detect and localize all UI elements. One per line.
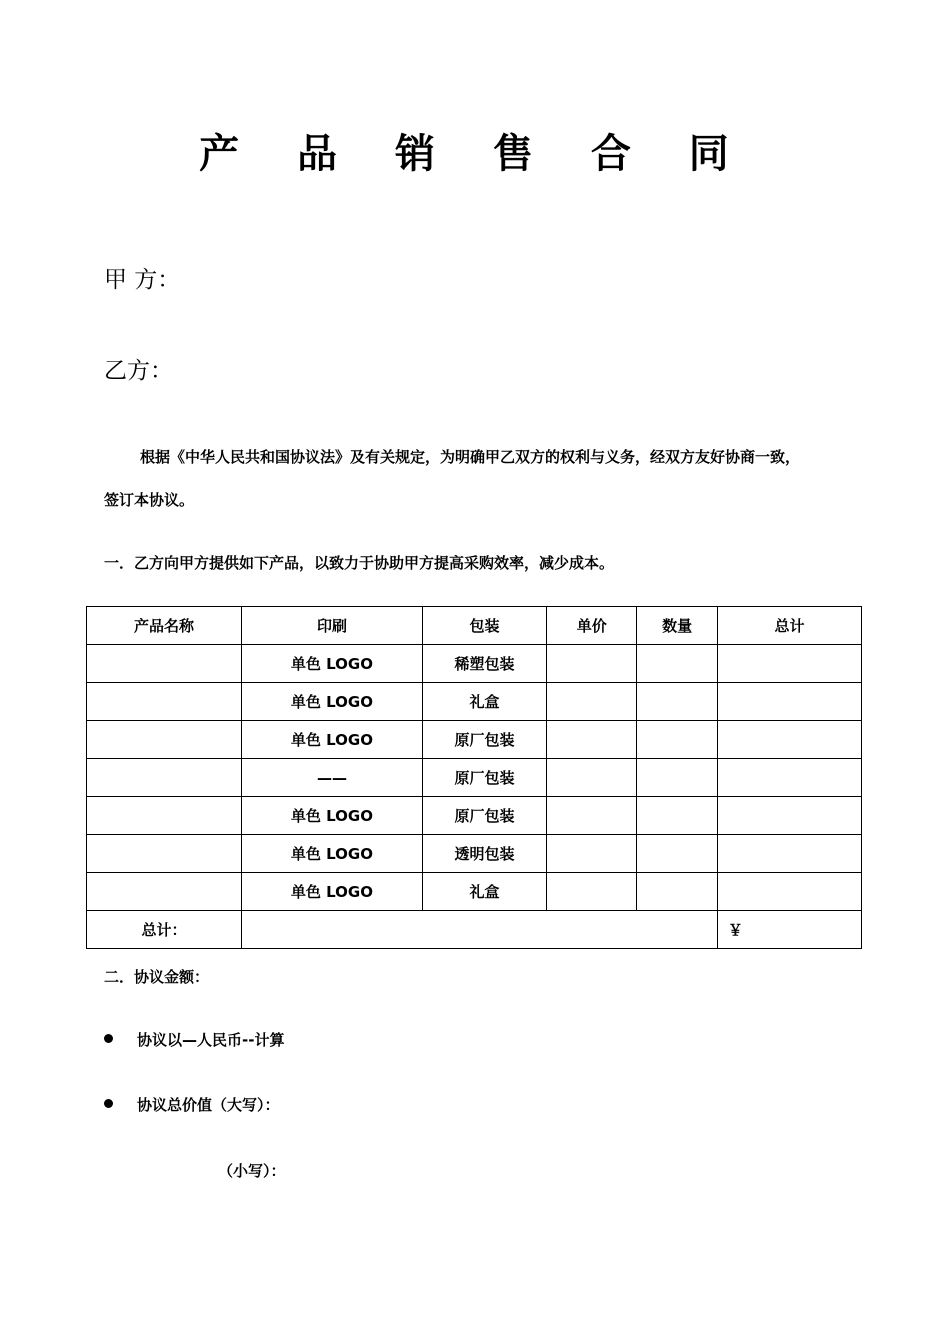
table-row bbox=[87, 759, 862, 797]
table-total-row bbox=[87, 911, 862, 949]
quantity-cell bbox=[637, 683, 717, 721]
intro-paragraph-line1: 根据《中华人民共和国协议法》及有关规定，为明确甲乙双方的权利与义务，经双方友好协商一致， bbox=[140, 448, 801, 466]
product-name-cell bbox=[87, 797, 242, 835]
product-name-cell bbox=[87, 759, 242, 797]
unit-price-cell bbox=[547, 797, 637, 835]
amount-in-figures-label: （小写）： bbox=[218, 1162, 286, 1180]
total-value: ￥ bbox=[717, 911, 861, 949]
table-row bbox=[87, 645, 862, 683]
product-name-cell bbox=[87, 721, 242, 759]
total-spacer-cell bbox=[242, 911, 718, 949]
unit-price-cell bbox=[547, 645, 637, 683]
party-b-label: 乙方： bbox=[104, 358, 173, 384]
total-label: 总计： bbox=[87, 911, 242, 949]
header-unit-price: 单价 bbox=[547, 607, 637, 645]
print-cell: 单色 LOGO bbox=[242, 721, 423, 759]
packaging-cell: 透明包装 bbox=[422, 835, 546, 873]
header-total: 总计 bbox=[717, 607, 861, 645]
bullet-total-value-text: 协议总价值（大写）： bbox=[137, 1096, 280, 1114]
total-cell bbox=[717, 683, 861, 721]
packaging-cell: 原厂包装 bbox=[422, 797, 546, 835]
unit-price-cell bbox=[547, 683, 637, 721]
total-cell bbox=[717, 645, 861, 683]
print-cell: —— bbox=[242, 759, 423, 797]
product-name-cell bbox=[87, 645, 242, 683]
print-cell: 单色 LOGO bbox=[242, 645, 423, 683]
total-cell bbox=[717, 835, 861, 873]
print-cell: 单色 LOGO bbox=[242, 835, 423, 873]
bullet-dot-icon bbox=[104, 1099, 113, 1108]
table-row bbox=[87, 835, 862, 873]
quantity-cell bbox=[637, 873, 717, 911]
unit-price-cell bbox=[547, 873, 637, 911]
header-quantity: 数量 bbox=[637, 607, 717, 645]
header-packaging: 包装 bbox=[422, 607, 546, 645]
packaging-cell: 礼盒 bbox=[422, 683, 546, 721]
quantity-cell bbox=[637, 645, 717, 683]
print-cell: 单色 LOGO bbox=[242, 683, 423, 721]
table-row bbox=[87, 683, 862, 721]
packaging-cell: 原厂包装 bbox=[422, 721, 546, 759]
header-print: 印刷 bbox=[242, 607, 423, 645]
quantity-cell bbox=[637, 835, 717, 873]
table-row bbox=[87, 873, 862, 911]
product-name-cell bbox=[87, 683, 242, 721]
bullet-currency bbox=[104, 1029, 284, 1051]
bullet-currency-text: 协议以—人民币--计算 bbox=[137, 1031, 285, 1049]
unit-price-cell bbox=[547, 835, 637, 873]
document-title: 产 品 销 售 合 同 bbox=[199, 131, 751, 177]
unit-price-cell bbox=[547, 721, 637, 759]
table-row bbox=[87, 797, 862, 835]
unit-price-cell bbox=[547, 759, 637, 797]
intro-paragraph-line2: 签订本协议。 bbox=[104, 491, 195, 509]
bullet-dot-icon bbox=[104, 1034, 113, 1043]
packaging-cell: 礼盒 bbox=[422, 873, 546, 911]
quantity-cell bbox=[637, 721, 717, 759]
total-cell bbox=[717, 721, 861, 759]
quantity-cell bbox=[637, 797, 717, 835]
party-a-label: 甲 方： bbox=[104, 267, 181, 293]
packaging-cell: 原厂包装 bbox=[422, 759, 546, 797]
total-cell bbox=[717, 759, 861, 797]
total-cell bbox=[717, 797, 861, 835]
print-cell: 单色 LOGO bbox=[242, 797, 423, 835]
quantity-cell bbox=[637, 759, 717, 797]
product-name-cell bbox=[87, 873, 242, 911]
total-cell bbox=[717, 873, 861, 911]
packaging-cell: 稀塑包装 bbox=[422, 645, 546, 683]
section-two-heading: 二．协议金额： bbox=[104, 968, 210, 986]
table-header-row bbox=[87, 607, 862, 645]
product-table bbox=[86, 606, 862, 949]
header-product-name: 产品名称 bbox=[87, 607, 242, 645]
table-row bbox=[87, 721, 862, 759]
print-cell: 单色 LOGO bbox=[242, 873, 423, 911]
product-name-cell bbox=[87, 835, 242, 873]
section-one-heading: 一．乙方向甲方提供如下产品，以致力于协助甲方提高采购效率，减少成本。 bbox=[104, 554, 615, 572]
bullet-total-value bbox=[104, 1094, 280, 1116]
